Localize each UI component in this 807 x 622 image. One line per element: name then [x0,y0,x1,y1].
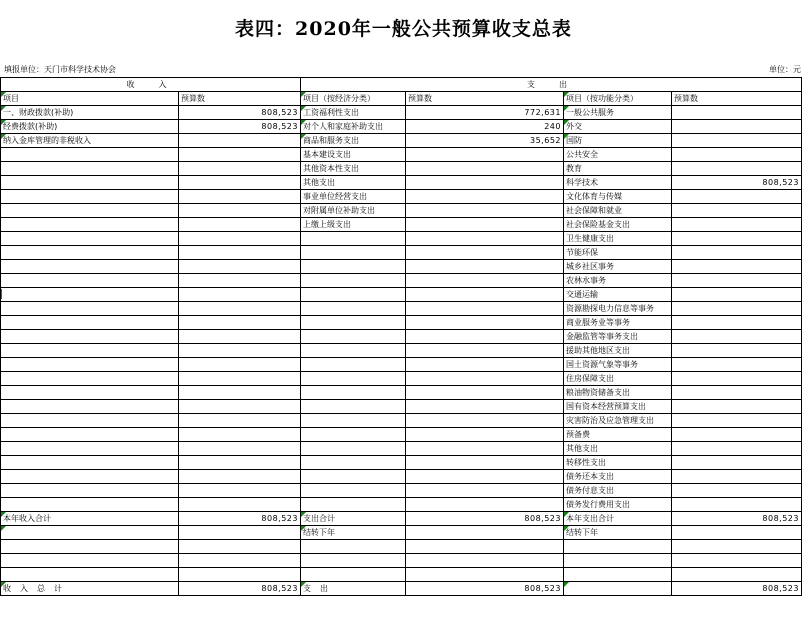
econ-item-cell [301,456,406,470]
income-item-cell [1,162,179,176]
table-row [1,260,802,274]
income-item-cell [1,414,179,428]
income-item-cell [1,400,179,414]
column-header-row [1,92,802,106]
econ-item-cell: 对个人和家庭补助支出 [301,120,406,134]
econ-budget-cell [406,526,564,540]
income-item-cell: 一、财政拨款(补助) [1,106,179,120]
income-item-cell [1,344,179,358]
econ-item-cell: 其他资本性支出 [301,162,406,176]
table-row [1,414,802,428]
income-budget-cell [179,428,301,442]
table-row [1,344,802,358]
income-budget-cell [179,484,301,498]
econ-budget-cell [406,372,564,386]
table-row [1,554,802,568]
func-budget-cell [672,190,802,204]
econ-budget-cell [406,330,564,344]
econ-item-cell [301,498,406,512]
income-budget-cell [179,134,301,148]
col-budget-header: 预算数 [406,92,564,106]
table-row [1,330,802,344]
econ-item-cell: 工资福利性支出 [301,106,406,120]
func-item-cell: 资源勘探电力信息等事务 [564,302,672,316]
table-row [1,456,802,470]
func-item-cell: 其他支出 [564,442,672,456]
func-budget-cell [672,568,802,582]
income-item-cell [1,372,179,386]
econ-budget-cell: 35,652 [406,134,564,148]
econ-item-cell: 其他支出 [301,176,406,190]
income-budget-cell [179,568,301,582]
table-body [1,106,802,596]
table-row [1,540,802,554]
func-item-cell: 转移性支出 [564,456,672,470]
table-row [1,134,802,148]
income-item-cell [1,470,179,484]
col-budget-header: 预算数 [672,92,802,106]
func-item-cell: 预备费 [564,428,672,442]
econ-item-cell [301,540,406,554]
table-row [1,582,802,596]
econ-item-cell [301,554,406,568]
func-item-cell: 国防 [564,134,672,148]
econ-item-cell [301,414,406,428]
econ-item-cell: 支出 [301,582,406,596]
func-item-cell: 城乡社区事务 [564,260,672,274]
func-budget-cell [672,554,802,568]
income-item-cell [1,428,179,442]
income-budget-cell [179,400,301,414]
income-budget-cell [179,218,301,232]
econ-budget-cell [406,456,564,470]
func-budget-cell: 808,523 [672,176,802,190]
econ-item-cell [301,386,406,400]
econ-budget-cell [406,414,564,428]
func-item-cell: 教育 [564,162,672,176]
econ-item-cell [301,344,406,358]
econ-budget-cell [406,344,564,358]
income-budget-cell [179,162,301,176]
econ-budget-cell [406,246,564,260]
col-econ-header: 项目（按经济分类） [301,92,406,106]
func-budget-cell [672,358,802,372]
func-item-cell: 一般公共服务 [564,106,672,120]
func-item-cell: 科学技术 [564,176,672,190]
expense-header: 支 出 [301,78,802,92]
income-item-cell: 收入总计 [1,582,179,596]
func-budget-cell [672,232,802,246]
income-budget-cell [179,540,301,554]
table-row [1,190,802,204]
income-item-cell [1,358,179,372]
func-item-cell: 本年支出合计 [564,512,672,526]
income-item-cell [1,274,179,288]
econ-item-cell [301,358,406,372]
income-budget-cell: 808,523 [179,512,301,526]
table-row [1,148,802,162]
income-budget-cell [179,526,301,540]
func-item-cell [564,582,672,596]
func-item-cell: 债务付息支出 [564,484,672,498]
income-item-cell [1,386,179,400]
econ-item-cell [301,484,406,498]
econ-budget-cell: 772,631 [406,106,564,120]
table-row [1,232,802,246]
income-item-cell [1,526,179,540]
income-item-cell: 本年收入合计 [1,512,179,526]
func-budget-cell: 808,523 [672,512,802,526]
func-item-cell: 债务还本支出 [564,470,672,484]
income-item-cell [1,554,179,568]
func-budget-cell [672,316,802,330]
econ-budget-cell [406,218,564,232]
col-func-header: 项目（按功能分类） [564,92,672,106]
income-item-cell [1,232,179,246]
econ-item-cell [301,372,406,386]
econ-budget-cell [406,442,564,456]
econ-item-cell [301,568,406,582]
econ-item-cell [301,260,406,274]
table-row [1,372,802,386]
func-budget-cell [672,400,802,414]
income-budget-cell [179,190,301,204]
econ-budget-cell [406,498,564,512]
income-item-cell: 经费拨款(补助) [1,120,179,134]
econ-item-cell [301,442,406,456]
econ-item-cell [301,330,406,344]
income-item-cell [1,260,179,274]
func-item-cell: 卫生健康支出 [564,232,672,246]
income-item-cell [1,498,179,512]
func-item-cell [564,568,672,582]
income-budget-cell [179,302,301,316]
func-item-cell: 国有资本经营预算支出 [564,400,672,414]
income-item-cell [1,330,179,344]
func-budget-cell: 808,523 [672,582,802,596]
income-budget-cell [179,316,301,330]
func-item-cell: 文化体育与传媒 [564,190,672,204]
func-item-cell: 农林水事务 [564,274,672,288]
func-item-cell: 交通运输 [564,288,672,302]
table-row [1,162,802,176]
reporting-unit: 填报单位：天门市科学技术协会 [4,65,116,74]
econ-budget-cell [406,288,564,302]
econ-budget-cell [406,162,564,176]
econ-budget-cell [406,484,564,498]
table-row [1,400,802,414]
table-row [1,498,802,512]
econ-budget-cell [406,232,564,246]
income-budget-cell [179,288,301,302]
table-row [1,302,802,316]
econ-item-cell: 商品和服务支出 [301,134,406,148]
table-row [1,386,802,400]
income-budget-cell [179,442,301,456]
econ-budget-cell: 808,523 [406,512,564,526]
econ-budget-cell [406,386,564,400]
income-item-cell [1,176,179,190]
func-item-cell: 住房保障支出 [564,372,672,386]
currency-unit: 单位：元 [769,65,801,74]
func-item-cell: 灾害防治及应急管理支出 [564,414,672,428]
table-row [1,246,802,260]
income-budget-cell: 808,523 [179,582,301,596]
income-item-cell: 纳入金库管理的非税收入 [1,134,179,148]
econ-budget-cell [406,358,564,372]
econ-budget-cell [406,470,564,484]
income-item-cell [1,204,179,218]
econ-item-cell [301,400,406,414]
econ-item-cell [301,302,406,316]
func-budget-cell [672,428,802,442]
page-title: 表四：2020年一般公共预算收支总表 [235,18,572,40]
income-item-cell [1,316,179,330]
income-budget-cell [179,372,301,386]
func-budget-cell [672,148,802,162]
income-item-cell [1,302,179,316]
func-budget-cell [672,442,802,456]
econ-budget-cell [406,540,564,554]
func-item-cell: 外交 [564,120,672,134]
table-row [1,484,802,498]
income-budget-cell: 808,523 [179,106,301,120]
econ-budget-cell [406,176,564,190]
econ-item-cell: 支出合计 [301,512,406,526]
econ-budget-cell [406,260,564,274]
func-budget-cell [672,274,802,288]
func-budget-cell [672,526,802,540]
econ-item-cell [301,274,406,288]
func-budget-cell [672,204,802,218]
econ-item-cell: 结转下年 [301,526,406,540]
income-item-cell [1,246,179,260]
func-item-cell: 社会保障和就业 [564,204,672,218]
func-item-cell: 社会保险基金支出 [564,218,672,232]
income-item-cell [1,190,179,204]
section-header-row [1,78,802,92]
income-budget-cell [179,260,301,274]
econ-budget-cell [406,428,564,442]
func-budget-cell [672,386,802,400]
income-item-cell [1,148,179,162]
income-budget-cell [179,358,301,372]
income-budget-cell [179,232,301,246]
econ-item-cell [301,246,406,260]
econ-budget-cell: 808,523 [406,582,564,596]
econ-budget-cell [406,274,564,288]
income-budget-cell [179,386,301,400]
income-item-cell [1,442,179,456]
econ-budget-cell [406,316,564,330]
table-row [1,358,802,372]
income-budget-cell [179,204,301,218]
econ-budget-cell [406,554,564,568]
table-row [1,316,802,330]
econ-budget-cell [406,400,564,414]
func-item-cell: 援助其他地区支出 [564,344,672,358]
table-row [1,106,802,120]
table-row [1,526,802,540]
func-budget-cell [672,344,802,358]
income-budget-cell [179,498,301,512]
func-item-cell: 粮油物资储备支出 [564,386,672,400]
income-budget-cell [179,414,301,428]
income-item-cell [1,568,179,582]
table-row [1,512,802,526]
func-budget-cell [672,330,802,344]
income-budget-cell [179,176,301,190]
income-budget-cell: 808,523 [179,120,301,134]
func-item-cell: 结转下年 [564,526,672,540]
income-budget-cell [179,470,301,484]
income-budget-cell [179,554,301,568]
func-budget-cell [672,288,802,302]
func-item-cell [564,554,672,568]
econ-item-cell [301,288,406,302]
econ-budget-cell [406,148,564,162]
table-row [1,120,802,134]
func-item-cell: 国土资源气象等事务 [564,358,672,372]
econ-item-cell [301,470,406,484]
func-budget-cell [672,134,802,148]
income-item-cell [1,484,179,498]
func-budget-cell [672,498,802,512]
econ-item-cell [301,232,406,246]
table-row [1,176,802,190]
func-budget-cell [672,106,802,120]
func-item-cell: 金融监管等事务支出 [564,330,672,344]
income-item-cell [1,540,179,554]
econ-budget-cell: 240 [406,120,564,134]
col-budget-header: 预算数 [179,92,301,106]
econ-budget-cell [406,190,564,204]
func-budget-cell [672,372,802,386]
budget-table [0,77,802,596]
func-item-cell: 公共安全 [564,148,672,162]
func-budget-cell [672,302,802,316]
func-budget-cell [672,470,802,484]
econ-budget-cell [406,204,564,218]
income-header: 收 入 [1,78,301,92]
col-item-header: 项目 [1,92,179,106]
income-item-cell [1,456,179,470]
income-budget-cell [179,330,301,344]
table-row [1,428,802,442]
econ-item-cell: 事业单位经营支出 [301,190,406,204]
income-budget-cell [179,344,301,358]
table-row [1,568,802,582]
income-budget-cell [179,148,301,162]
econ-budget-cell [406,302,564,316]
econ-item-cell: 基本建设支出 [301,148,406,162]
table-row [1,218,802,232]
func-budget-cell [672,218,802,232]
econ-item-cell: 上缴上级支出 [301,218,406,232]
income-item-cell [1,288,179,302]
income-budget-cell [179,246,301,260]
econ-item-cell [301,428,406,442]
econ-budget-cell [406,568,564,582]
func-item-cell: 节能环保 [564,246,672,260]
econ-item-cell: 对附属单位补助支出 [301,204,406,218]
func-budget-cell [672,246,802,260]
table-row [1,204,802,218]
func-item-cell: 债务发行费用支出 [564,498,672,512]
income-budget-cell [179,456,301,470]
func-item-cell: 商业服务业等事务 [564,316,672,330]
func-budget-cell [672,162,802,176]
income-budget-cell [179,274,301,288]
func-budget-cell [672,120,802,134]
table-row [1,274,802,288]
func-budget-cell [672,456,802,470]
func-item-cell [564,540,672,554]
econ-item-cell [301,316,406,330]
func-budget-cell [672,484,802,498]
table-row [1,470,802,484]
func-budget-cell [672,540,802,554]
income-item-cell [1,218,179,232]
table-row [1,288,802,302]
func-budget-cell [672,414,802,428]
table-row [1,442,802,456]
func-budget-cell [672,260,802,274]
